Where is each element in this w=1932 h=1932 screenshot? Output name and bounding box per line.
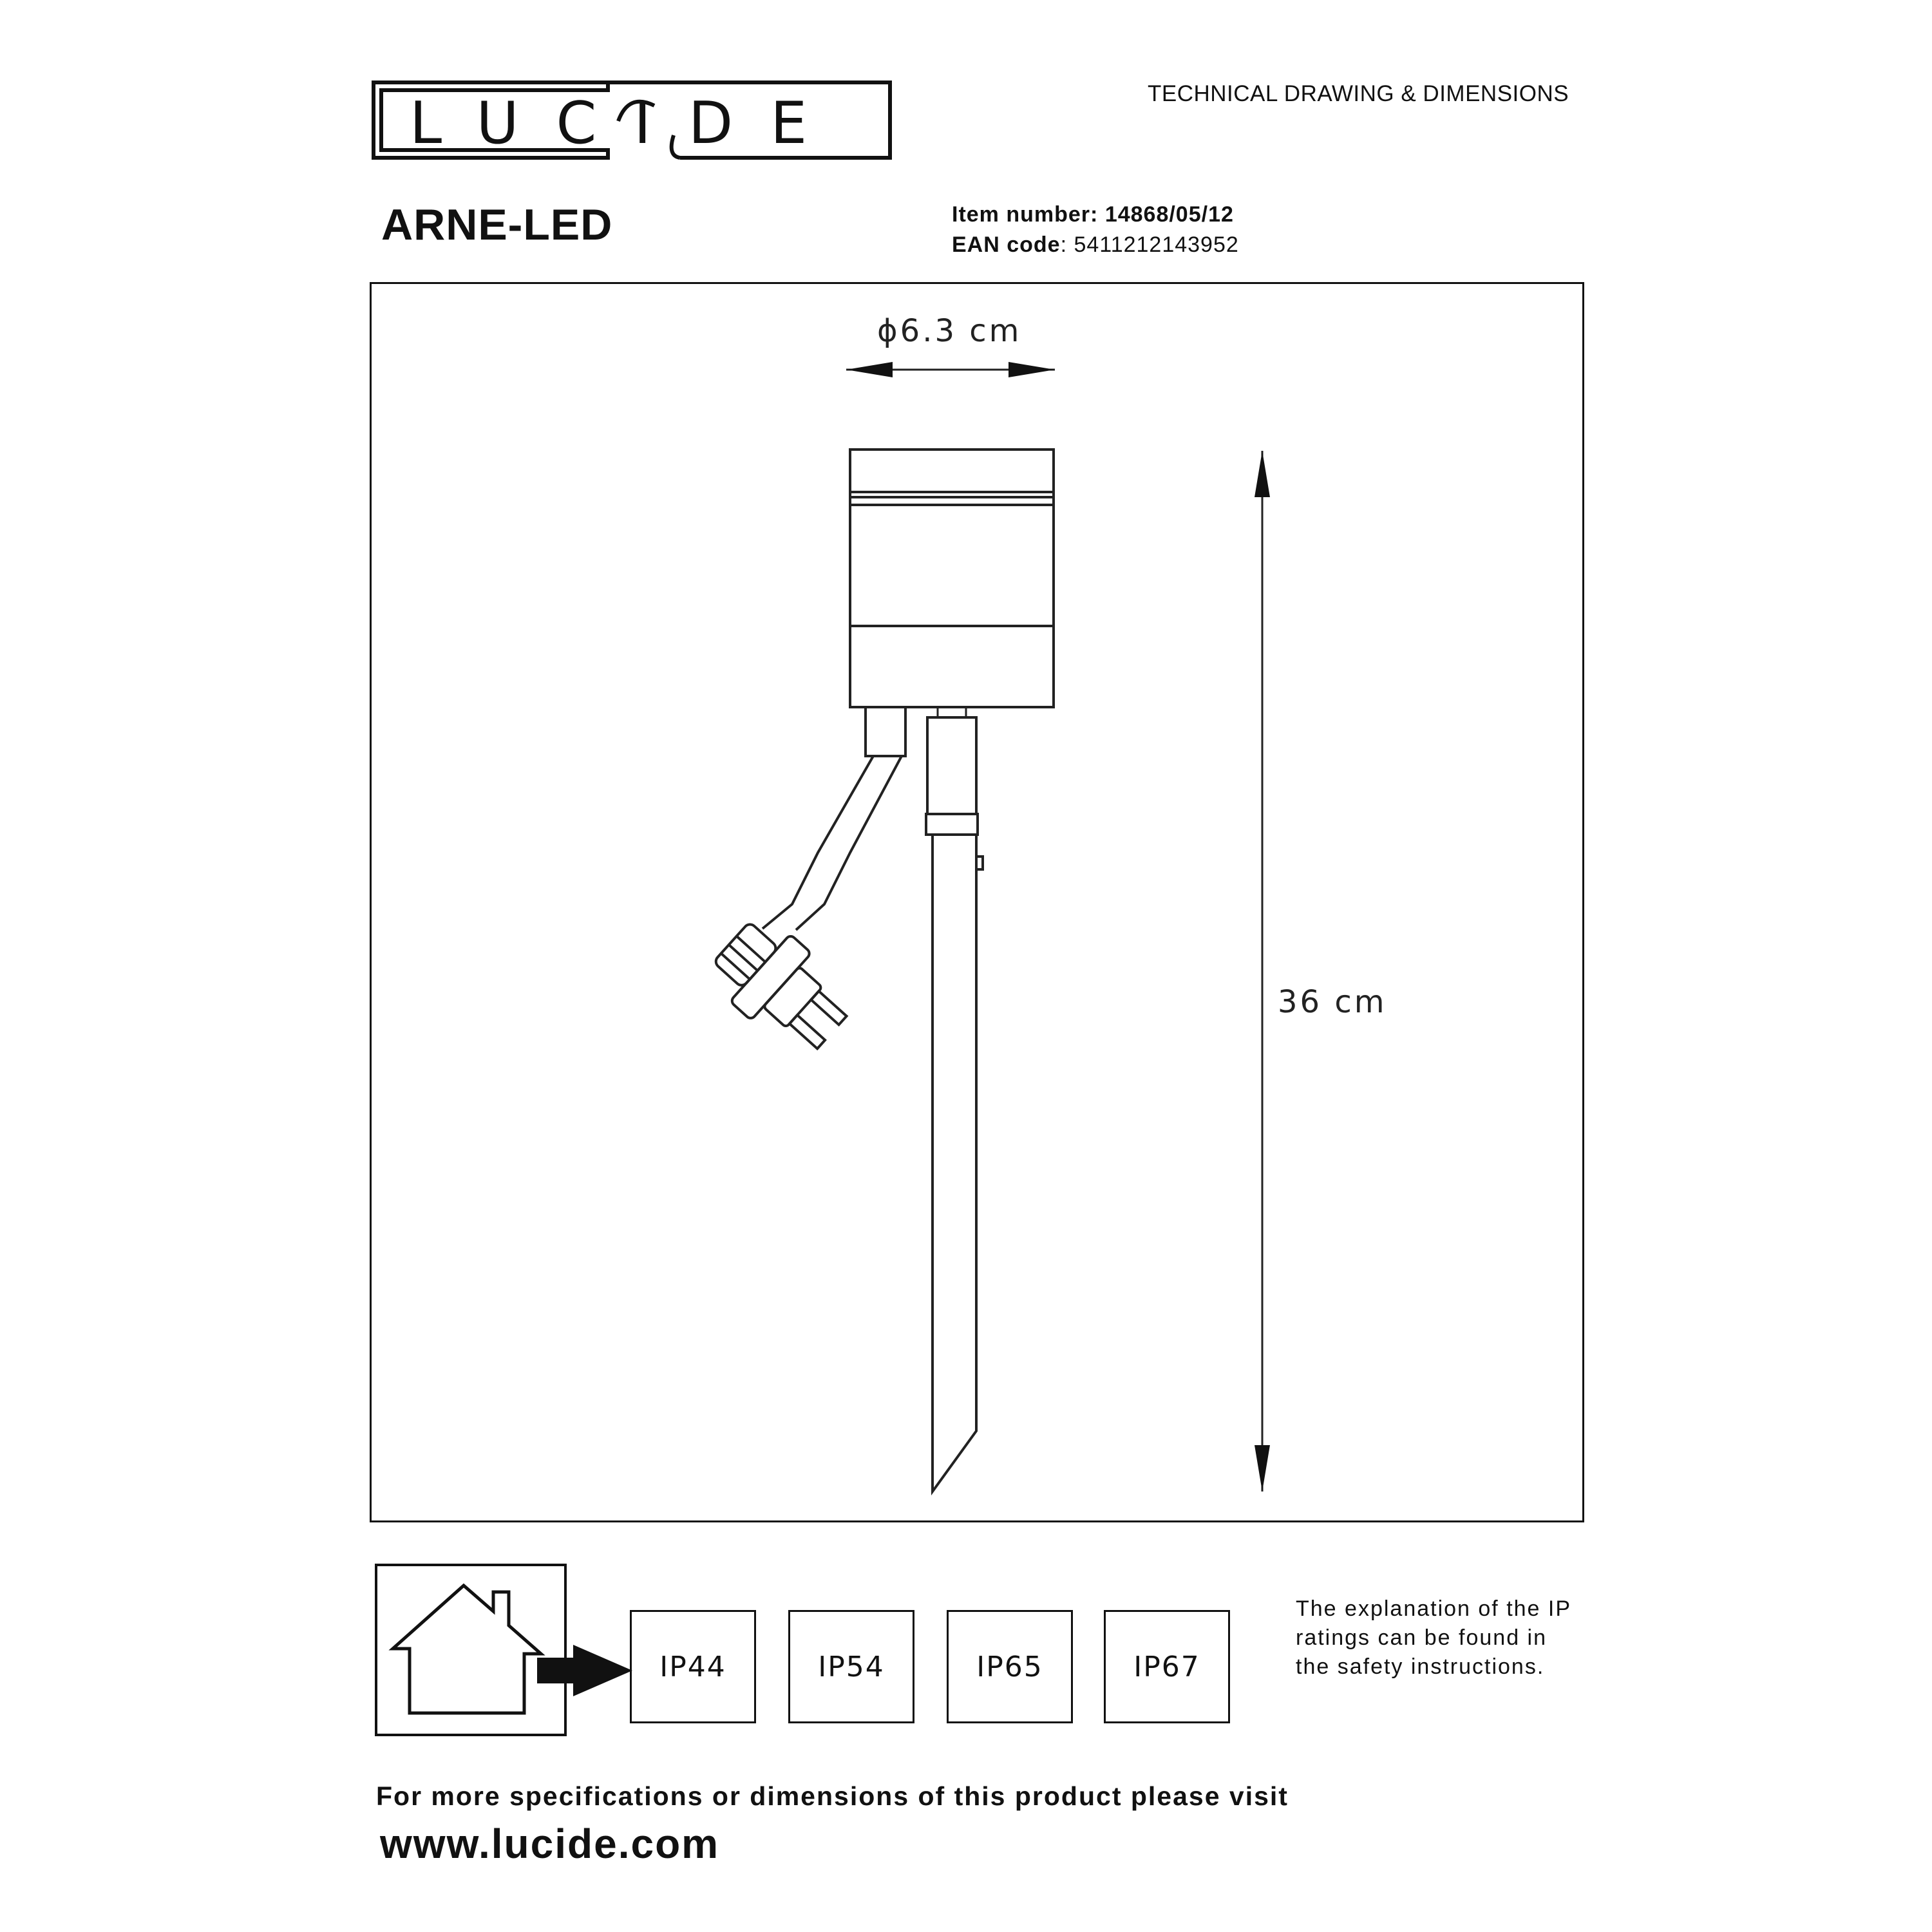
ip-rating-ip67: IP67 xyxy=(1104,1610,1230,1723)
height-label: 36 cm xyxy=(1278,984,1387,1020)
footer-text: For more specifications or dimensions of this product please visit xyxy=(376,1781,1289,1811)
lucide-logo xyxy=(371,80,893,160)
neck-collar xyxy=(938,707,966,717)
diameter-dimension-arrow xyxy=(846,362,1055,377)
power-plug xyxy=(701,909,862,1066)
ean-row xyxy=(952,230,1239,260)
cable-gland xyxy=(866,707,905,756)
item-number-value: 14868/05/12 xyxy=(1104,202,1234,227)
website-link[interactable]: www.lucide.com xyxy=(380,1821,720,1867)
stake-tube xyxy=(926,717,983,1492)
ip-rating-ip54: IP54 xyxy=(788,1610,914,1723)
item-info xyxy=(952,200,1239,260)
ip-explanation-note: The explanation of the IP ratings can be found in the safety instructions. xyxy=(1296,1596,1571,1679)
header-title: TECHNICAL DRAWING & DIMENSIONS xyxy=(1148,81,1569,106)
lamp-head xyxy=(850,450,1054,707)
ean-value: : 5411212143952 xyxy=(1060,232,1239,257)
product-name: ARNE-LED xyxy=(381,200,613,249)
arrow-right-icon xyxy=(537,1640,635,1701)
ip-rating-ip65: IP65 xyxy=(947,1610,1073,1723)
height-dimension-arrow xyxy=(1255,451,1270,1492)
house-icon xyxy=(377,1566,564,1734)
technical-drawing xyxy=(370,282,1584,1522)
ean-label: EAN code xyxy=(952,232,1061,257)
power-cable xyxy=(762,756,902,930)
item-number-row xyxy=(952,200,1239,230)
item-number-label: Item number: xyxy=(952,202,1099,227)
svg-text:LUCIDE: LUCIDE xyxy=(410,90,845,157)
ip-rating-ip44: IP44 xyxy=(630,1610,756,1723)
diameter-label: ϕ6.3 cm xyxy=(877,313,1022,349)
